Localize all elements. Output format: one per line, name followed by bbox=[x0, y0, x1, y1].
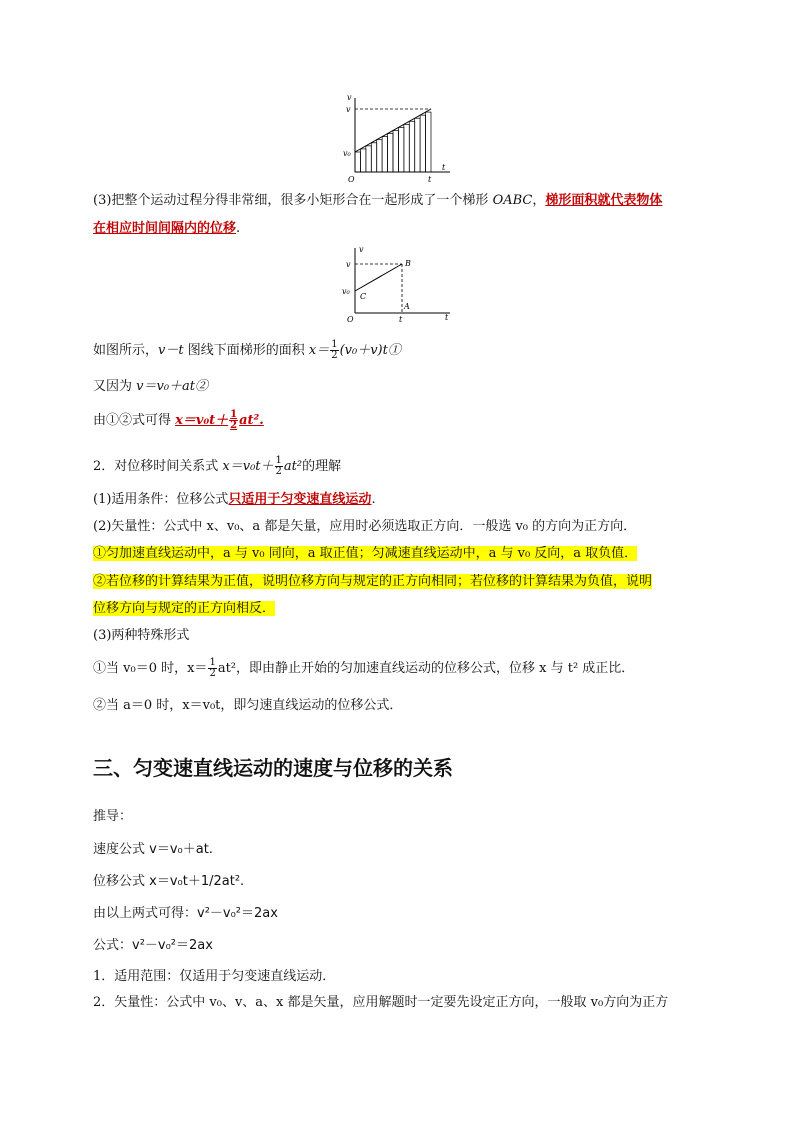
rectangle-strip bbox=[382, 137, 387, 172]
origin-label: O bbox=[348, 175, 355, 184]
para-3: (3)把整个运动过程分得非常细，很多小矩形合在一起形成了一个梯形 OABC，梯形面积就代表物体 bbox=[93, 193, 663, 208]
vector-note-line: 2．矢量性：公式中 v₀、v、a、x 都是矢量，应用解题时一定要先设定正方向，一般取 v₀方向为正方 bbox=[93, 995, 669, 1010]
fraction-half: $\frac{1}{2}$ bbox=[275, 455, 282, 477]
point-a-label: A bbox=[404, 302, 410, 311]
point-b-label: B bbox=[405, 259, 411, 268]
velocity-line bbox=[355, 264, 402, 291]
rectangle-strip bbox=[366, 146, 371, 172]
derived-relation: 由以上两式可得：v²－v₀²＝2ax bbox=[93, 906, 278, 921]
scope-line: 1．适用范围：仅适用于匀变速直线运动． bbox=[93, 969, 336, 984]
derivation-label: 推导： bbox=[93, 809, 133, 824]
highlight-line-1: ①匀加速直线运动中，a 与 v₀ 同向，a 取正值；匀减速直线运动中，a 与 v₀ 反向，a 取负值． bbox=[93, 546, 638, 561]
v-axis-label: v bbox=[359, 245, 364, 254]
rectangles bbox=[355, 112, 431, 172]
t-tick-label: t bbox=[399, 315, 403, 323]
rectangle-strip bbox=[426, 112, 431, 172]
highlight-line-2: ②若位移的计算结果为正值，说明位移方向与规定的正方向相同；若位移的计算结果为负值，说明 bbox=[93, 574, 653, 589]
displacement-formula: 位移公式 x＝v₀t＋1/2at². bbox=[93, 874, 245, 889]
rectangle-strip bbox=[415, 118, 420, 172]
v-tick-label: v bbox=[346, 260, 351, 269]
v0-tick-label: v₀ bbox=[342, 287, 350, 296]
origin-label: O bbox=[347, 315, 354, 323]
v-axis-label: v bbox=[347, 93, 352, 102]
rectangle-strip bbox=[377, 140, 382, 172]
rectangle-strip bbox=[409, 121, 414, 172]
fraction-half: $\frac{1}{2}$ bbox=[209, 657, 216, 679]
condition-line: (1)适用条件：位移公式只适用于匀变速直线运动. bbox=[93, 492, 376, 507]
velocity-formula: 速度公式 v＝v₀＋at. bbox=[93, 842, 213, 857]
rectangle-strip bbox=[360, 149, 365, 172]
v-tick-label: v bbox=[346, 105, 351, 114]
fraction-half: $\frac{1}{2}$ bbox=[230, 409, 238, 431]
special-form-2: ②当 a＝0 时，x＝v₀t，即匀速直线运动的位移公式． bbox=[93, 698, 403, 713]
point-c-label: C bbox=[360, 292, 367, 301]
formula-line: 公式：v²－v₀²＝2ax bbox=[93, 938, 213, 953]
rectangle-strip bbox=[398, 127, 403, 172]
displacement-result-line: 由①②式可得 x＝v₀t＋ $\frac{1}{2}$ at². bbox=[93, 409, 264, 431]
rectangle-strip bbox=[420, 115, 425, 172]
rectangle-strip bbox=[404, 124, 409, 172]
section-2-title: 2．对位移时间关系式 x＝v₀t＋ $\frac{1}{2}$ at²的理解 bbox=[93, 455, 342, 477]
t-axis-label: t bbox=[445, 313, 449, 322]
vt-rectangles-graph bbox=[335, 90, 455, 185]
rectangle-strip bbox=[393, 131, 398, 173]
section-heading: 三、匀变速直线运动的速度与位移的关系 bbox=[93, 756, 453, 780]
special-forms-title: (3)两种特殊形式 bbox=[93, 628, 190, 643]
velocity-formula-line: 又因为 v＝v₀＋at② bbox=[93, 379, 209, 394]
highlight-line-2-cont: 位移方向与规定的正方向相反． bbox=[93, 601, 276, 616]
v0-tick-label: v₀ bbox=[343, 149, 351, 158]
fraction-half: $\frac{1}{2}$ bbox=[331, 339, 338, 361]
para-3-cont: 在相应时间间隔内的位移. bbox=[93, 221, 241, 236]
t-tick-label: t bbox=[428, 175, 432, 184]
t-axis-label: t bbox=[442, 163, 446, 172]
rectangle-strip bbox=[355, 152, 360, 172]
special-form-1: ①当 v₀＝0 时，x＝ $\frac{1}{2}$ at²，即由静止开始的匀加速直线运动的位移公式，位移 x 与 t² 成正比． bbox=[93, 657, 635, 679]
area-formula-line: 如图所示，v－t 图线下面梯形的面积 x＝ $\frac{1}{2}$ (v₀＋v)t① bbox=[93, 339, 401, 361]
vector-line: (2)矢量性：公式中 x、v₀、a 都是矢量，应用时必须选取正方向．一般选 v₀ 的方向为正方向． bbox=[93, 519, 637, 534]
trapezoid-graph bbox=[335, 243, 455, 323]
rectangle-strip bbox=[371, 143, 376, 172]
rectangle-strip bbox=[388, 134, 393, 172]
